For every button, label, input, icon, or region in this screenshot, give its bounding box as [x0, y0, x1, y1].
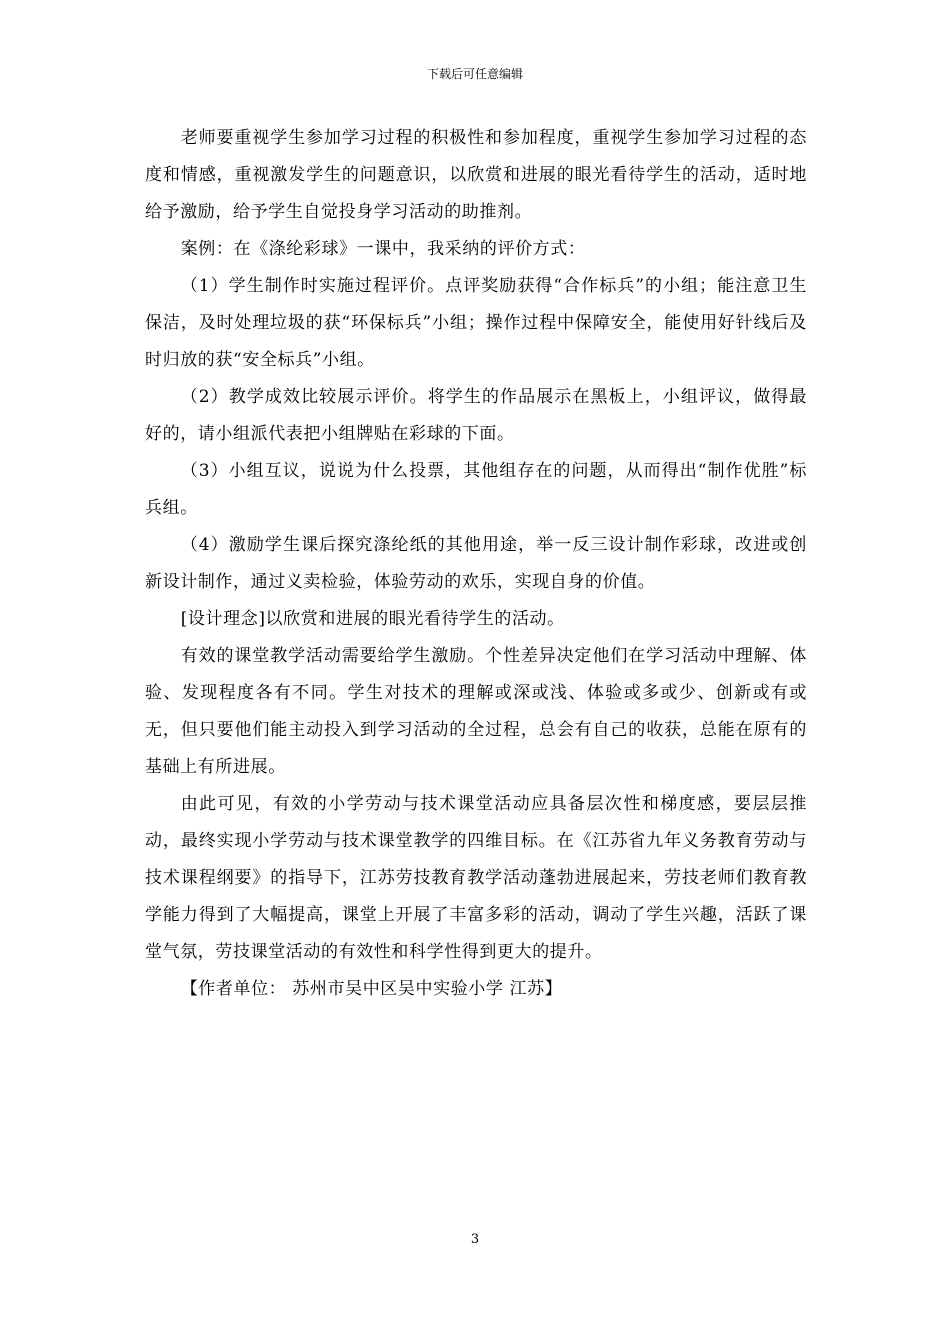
paragraph-case-intro: 案例：在《涤纶彩球》一课中，我采纳的评价方式：: [180, 239, 586, 259]
paragraph-design-concept: [设计理念]以欣赏和进展的眼光看待学生的活动。: [180, 609, 565, 629]
page-number: 3: [470, 1232, 480, 1247]
list-item-display-evaluation: （2）教学成效比较展示评价。将学生的作品展示在黑板上，小组评议，做得最好的，请小组派代表把小组牌贴在彩球的下面。: [145, 387, 807, 444]
list-item-encourage-exploration: （4）激励学生课后探究涤纶纸的其他用途，举一反三设计制作彩球，改进或创新设计制作，通过义卖检验，体验劳动的欢乐，实现自身的价值。: [145, 535, 807, 592]
list-item-group-discussion: （3）小组互议，说说为什么投票，其他组存在的问题，从而得出“制作优胜”标兵组。: [145, 461, 807, 518]
paragraph-conclusion: 由此可见，有效的小学劳动与技术课堂活动应具备层次性和梯度感，要层层推动，最终实现小学劳动与技术课堂教学的四维目标。在《江苏省九年义务教育劳动与技术课程纲要》的指导下，江苏劳技教育教学活动蓬勃进展起来，劳技老师们教育教学能力得到了大幅提高，课堂上开展了丰富多彩的活动，调动了学生兴趣，活跃了课堂气氛，劳技课堂活动的有效性和科学性得到更大的提升。: [145, 794, 807, 962]
page-header: 下载后可任意编辑: [426, 67, 523, 81]
paragraph-effective-teaching: 有效的课堂教学活动需要给学生激励。个性差异决定他们在学习活动中理解、体验、发现程度各有不同。学生对技术的理解或深或浅、体验或多或少、创新或有或无，但只要他们能主动投入到学习活动的全过程，总会有自己的收获，总能在原有的基础上有所进展。: [145, 646, 807, 777]
paragraph-teacher-focus: 老师要重视学生参加学习过程的积极性和参加程度，重视学生参加学习过程的态度和情感，重视激发学生的问题意识，以欣赏和进展的眼光看待学生的活动，适时地给予激励，给予学生自觉投身学习活动的助推剂。: [145, 128, 807, 222]
list-item-process-evaluation: （1）学生制作时实施过程评价。点评奖励获得“合作标兵”的小组；能注意卫生保洁，及时处理垃圾的获“环保标兵”小组；操作过程中保障安全，能使用好针线后及时归放的获“安全标兵”小组。: [145, 276, 807, 370]
author-affiliation: 【作者单位： 苏州市吴中区吴中实验小学 江苏】: [180, 979, 563, 999]
document-body: [145, 120, 807, 1008]
